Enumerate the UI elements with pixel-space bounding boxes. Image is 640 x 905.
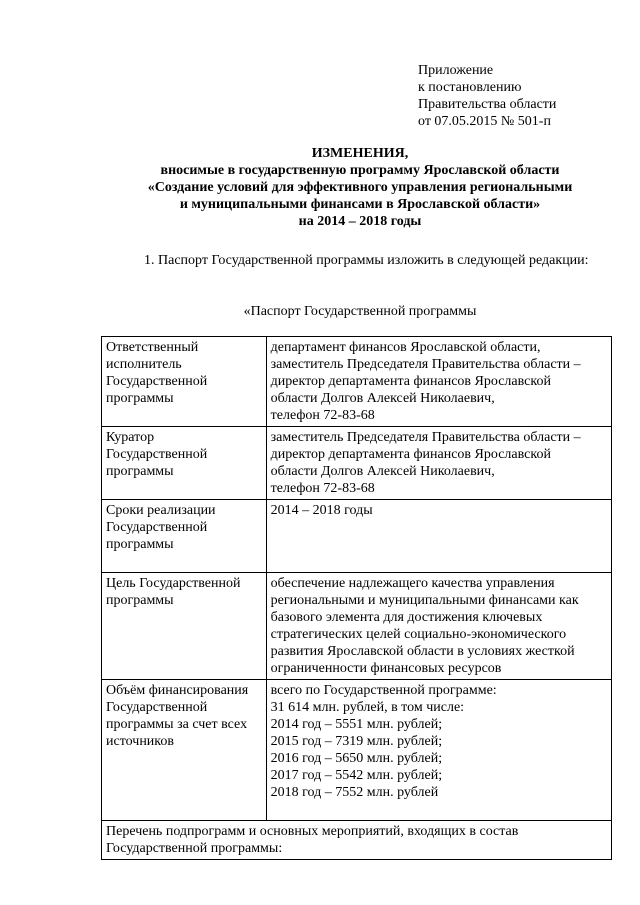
value-line: департамент финансов Ярославской области,: [270, 340, 541, 355]
value-line: области Долгов Алексей Николаевич,: [270, 464, 495, 479]
heading-line: ИЗМЕНЕНИЯ,: [311, 146, 409, 161]
label-line: исполнитель: [106, 357, 182, 372]
value-line: директор департамента финансов Ярославской: [270, 374, 551, 389]
value-line: заместитель Председателя Правительства области –: [270, 357, 581, 372]
label-line: Объём финансирования: [106, 683, 249, 698]
label-line: Государственной: [106, 520, 208, 535]
value-line: всего по Государственной программе:: [270, 683, 497, 698]
value-line: Государственной программы:: [106, 841, 283, 856]
table-row: [102, 821, 612, 860]
value-line: 2017 год – 5542 млн. рублей;: [270, 768, 443, 783]
spacer-line: [271, 801, 607, 818]
row-label: [102, 573, 267, 680]
value-line: 2018 год – 7552 млн. рублей: [270, 785, 439, 800]
row-value: [266, 680, 611, 821]
table-row: [102, 427, 612, 500]
heading-line: и муниципальными финансами в Ярославской области»: [179, 197, 541, 212]
label-line: Ответственный: [106, 340, 199, 355]
label-line: источников: [106, 734, 175, 749]
value-line: 2014 – 2018 годы: [270, 503, 373, 518]
label-line: Государственной: [106, 700, 208, 715]
row-value: [266, 500, 611, 573]
passport-table: [101, 336, 612, 860]
table-row: [102, 573, 612, 680]
value-line: базового элемента для достижения ключевых: [270, 610, 543, 625]
row-label: [102, 427, 267, 500]
value-line: развития Ярославской области в условиях жесткой: [270, 644, 575, 659]
label-line: программы: [106, 391, 174, 406]
label-line: программы: [106, 593, 174, 608]
value-line: области Долгов Алексей Николаевич,: [270, 391, 495, 406]
heading-line: вносимые в государственную программу Ярославской области: [160, 163, 560, 178]
row-label: [102, 680, 267, 821]
row-label: [102, 337, 267, 427]
appendix-line: Приложение: [418, 63, 494, 78]
value-line: заместитель Председателя Правительства области –: [270, 430, 581, 445]
subprograms-cell: [102, 821, 612, 860]
value-line: обеспечение надлежащего качества управления: [270, 576, 555, 591]
heading-line: на 2014 – 2018 годы: [298, 214, 422, 229]
value-line: стратегических целей социально-экономического: [270, 627, 567, 642]
label-line: программы: [106, 464, 174, 479]
table-row: [102, 500, 612, 573]
appendix-line: Правительства области: [418, 97, 557, 112]
value-line: директор департамента финансов Ярославской: [270, 447, 551, 462]
label-line: Государственной: [106, 447, 208, 462]
appendix-line: к постановлению: [418, 80, 522, 95]
label-line: программы: [106, 537, 174, 552]
row-value: [266, 427, 611, 500]
value-line: 31 614 млн. рублей, в том числе:: [270, 700, 465, 715]
passport-title: «Паспорт Государственной программы: [243, 304, 477, 319]
value-line: телефон 72-83-68: [270, 408, 375, 423]
spacer-line: [106, 553, 262, 570]
row-label: [102, 500, 267, 573]
label-line: Куратор: [106, 430, 155, 445]
value-line: 2015 год – 7319 млн. рублей;: [270, 734, 443, 749]
label-line: программы за счет всех: [106, 717, 248, 732]
value-line: 2016 год – 5650 млн. рублей;: [270, 751, 443, 766]
row-value: [266, 337, 611, 427]
label-line: Сроки реализации: [106, 503, 216, 518]
label-line: Государственной: [106, 374, 208, 389]
label-line: Цель Государственной: [106, 576, 241, 591]
value-line: Перечень подпрограмм и основных мероприятий, входящих в состав: [106, 824, 519, 839]
appendix-line: от 07.05.2015 № 501-п: [418, 114, 551, 129]
appendix-block: [418, 62, 556, 130]
value-line: ограниченности финансовых ресурсов: [270, 661, 502, 676]
value-line: 2014 год – 5551 млн. рублей;: [270, 717, 443, 732]
table-row: [102, 337, 612, 427]
heading-line: «Создание условий для эффективного управления региональными: [147, 180, 573, 195]
row-value: [266, 573, 611, 680]
paragraph-1: 1. Паспорт Государственной программы изложить в следующей редакции:: [144, 253, 589, 268]
value-line: телефон 72-83-68: [270, 481, 375, 496]
value-line: региональными и муниципальными финансами как: [270, 593, 579, 608]
table-row: [102, 680, 612, 821]
document-heading: [100, 145, 620, 230]
